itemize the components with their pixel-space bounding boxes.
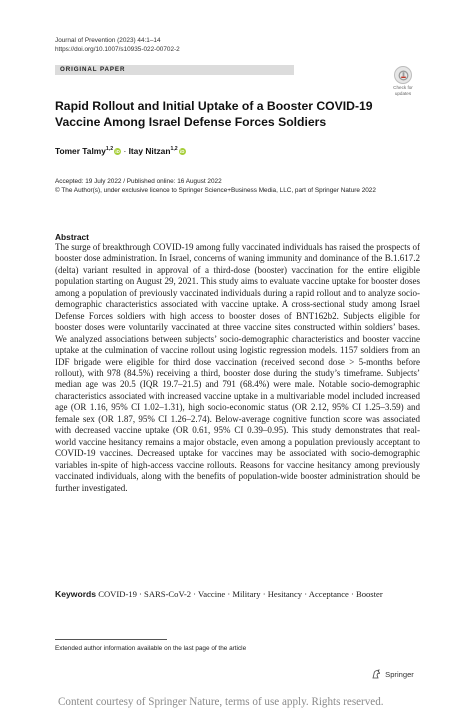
check-for-updates-badge[interactable]: [387, 66, 419, 102]
doi-link[interactable]: https://doi.org/10.1007/s10935-022-00702-2: [55, 46, 180, 53]
section-label: ORIGINAL PAPER: [60, 66, 126, 73]
accepted-published-line: Accepted: 19 July 2022 / Published online: 16 August 2022: [55, 178, 222, 185]
keywords: [55, 589, 420, 601]
courtesy-notice: Content courtesy of Springer Nature, terms of use apply. Rights reserved.: [58, 696, 384, 708]
keywords-label: Keywords: [55, 589, 97, 599]
publication-dates: [55, 178, 425, 196]
publisher-mark: [371, 669, 414, 680]
footnote: Extended author information available on the last page of the article: [55, 645, 247, 652]
article-title: Rapid Rollout and Initial Uptake of a Booster COVID-19 Vaccine Among Israel Defense Forces Soldiers: [55, 99, 373, 129]
author-name[interactable]: Tomer Talmy: [55, 146, 106, 156]
author-affiliation: 1,2: [105, 146, 114, 153]
check-updates-text: Check for updates: [393, 85, 413, 96]
author-name[interactable]: Itay Nitzan: [128, 146, 171, 156]
publisher-name: Springer: [385, 670, 414, 679]
author-affiliation: 1,2: [170, 146, 178, 153]
abstract-body: The surge of breakthrough COVID-19 among fully vaccinated individuals has raised the prospects of booster dose administration. In Israel, concerns of waning immunity and dominance of the B.1.617.2 (delta) variant resulted in approval of a third-dose (booster) vaccination for the entire eligible population starting on August 29, 2021. This study aims to evaluate vaccine uptake for booster doses among a population of previously vaccinated individuals during a rapid rollout and to analyze socio-demographic characteristics associated with vaccine uptake. A cross-sectional study among Israel Defense Forces soldiers with high access to booster doses of BNT162b2. Subjects eligible for booster doses were voluntarily vaccinated at three vaccine sites constructed within soldiers’ bases. We analyzed associations between subjects’ socio-demographic characteristics and booster vaccine uptake at the culmination of vaccine rollout using logistic regression models. 1157 soldiers from an IDF brigade were eligible for third dose vaccination (received second dose > 5-months before rollout), with 978 (84.5%) receiving a third, booster dose during the study’s timeframe. Subjects’ median age was 20.5 (IQR 19.7–21.5) and 791 (68.4%) were male. Notable socio-demographic characteristics associated with increased vaccine uptake in a multivariable model included increased age (OR 1.16, 95% CI 1.02–1.31), high socio-economic status (OR 2.12, 95% CI 1.25–3.59) and female sex (OR 1.87, 95% CI 1.26–2.74). Below-average cognitive function score was associated with decreased vaccine uptake (OR 0.61, 95% CI 0.39–0.95). This study demonstrates that real-world vaccine hesitancy remains a major obstacle, even among a population previously acceptant to COVID-19 vaccines. Decreased uptake for vaccines may be associated with socio-demographic variables in-spite of high-access vaccine rollouts. Reasons for vaccine hesitancy among previously vaccinated individuals, along with the benefits of population-wide booster administration should be further investigated.: [55, 242, 420, 493]
footnote-divider: [55, 639, 167, 640]
check-updates-icon: [394, 66, 412, 84]
journal-header: [55, 36, 180, 54]
author-list: [55, 146, 186, 157]
springer-horse-icon: [371, 669, 381, 679]
journal-citation: Journal of Prevention (2023) 44:1–14: [55, 37, 161, 44]
abstract-heading: Abstract: [55, 232, 89, 242]
author-separator: ·: [123, 146, 127, 156]
orcid-icon[interactable]: iD: [179, 149, 185, 154]
copyright-line: © The Author(s), under exclusive licence to Springer Science+Business Media, LLC, part of Springer Nature 2022: [55, 186, 376, 194]
keywords-list: COVID-19 · SARS-CoV-2 · Vaccine · Military · Hesitancy · Acceptance · Booster: [98, 589, 383, 599]
orcid-icon[interactable]: iD: [115, 149, 120, 154]
